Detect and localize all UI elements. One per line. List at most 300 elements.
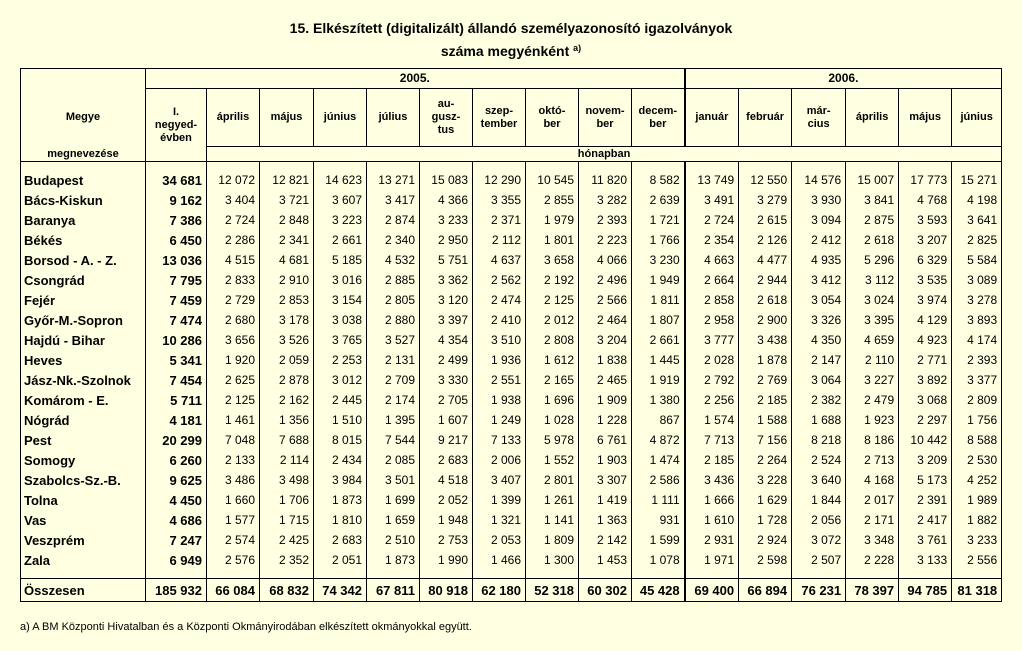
month-value: 3 154 [314, 290, 367, 310]
q1-value: 7 459 [146, 290, 207, 310]
month-value: 3 233 [952, 530, 1002, 550]
month-value: 2 174 [367, 390, 420, 410]
month-value: 3 436 [685, 470, 739, 490]
month-value: 1 629 [739, 490, 792, 510]
month-value: 10 545 [526, 170, 579, 190]
month-value: 2 006 [473, 450, 526, 470]
month-value: 15 083 [420, 170, 473, 190]
month-value: 2 185 [739, 390, 792, 410]
month-value: 3 112 [846, 270, 899, 290]
month-value: 1 659 [367, 510, 420, 530]
county-name: Heves [21, 350, 146, 370]
county-name: Baranya [21, 210, 146, 230]
month-value: 2 147 [792, 350, 846, 370]
month-value: 2 162 [260, 390, 314, 410]
month-value: 3 133 [899, 550, 952, 570]
month-value: 3 227 [846, 370, 899, 390]
month-value: 2 125 [526, 290, 579, 310]
month-value: 1 949 [632, 270, 685, 290]
q1-value: 4 450 [146, 490, 207, 510]
month-value: 3 068 [899, 390, 952, 410]
month-value: 2 474 [473, 290, 526, 310]
month-value: 2 950 [420, 230, 473, 250]
month-value: 2 028 [685, 350, 739, 370]
month-value: 1 395 [367, 410, 420, 430]
month-value: 2 264 [739, 450, 792, 470]
month-value: 45 428 [632, 579, 685, 602]
month-value: 1 699 [367, 490, 420, 510]
month-value: 2 664 [685, 270, 739, 290]
table-row [21, 170, 1002, 190]
month-value: 3 656 [207, 330, 260, 350]
month-value: 1 989 [952, 490, 1002, 510]
month-value: 3 527 [367, 330, 420, 350]
month-value: 4 515 [207, 250, 260, 270]
month-value: 2 125 [207, 390, 260, 410]
header-megye-label: Megye [65, 111, 101, 123]
header-month: június [314, 89, 367, 147]
table-title: 15. Elkészített (digitalizált) állandó személyazonosító igazolványok [289, 20, 733, 36]
month-value: 1 510 [314, 410, 367, 430]
month-value: 2 808 [526, 330, 579, 350]
month-value: 2 615 [739, 210, 792, 230]
month-value: 2 391 [899, 490, 952, 510]
month-value: 1 588 [739, 410, 792, 430]
month-value: 11 820 [579, 170, 632, 190]
month-value: 2 958 [685, 310, 739, 330]
month-value: 2 931 [685, 530, 739, 550]
month-value: 2 556 [952, 550, 1002, 570]
month-value: 1 721 [632, 210, 685, 230]
month-value: 1 844 [792, 490, 846, 510]
q1-value: 5 711 [146, 390, 207, 410]
table-row [21, 470, 1002, 490]
q1-value: 4 686 [146, 510, 207, 530]
month-value: 2 586 [632, 470, 685, 490]
title-footnote-marker: a) [573, 43, 582, 53]
q1-value: 7 386 [146, 210, 207, 230]
month-value: 2 855 [526, 190, 579, 210]
month-value: 7 156 [739, 430, 792, 450]
table-row [21, 190, 1002, 210]
month-value: 3 326 [792, 310, 846, 330]
month-value: 1 356 [260, 410, 314, 430]
month-value: 1 715 [260, 510, 314, 530]
header-month: május [899, 89, 952, 147]
month-value: 3 178 [260, 310, 314, 330]
header-month: decem- ber [632, 89, 685, 147]
month-value: 1 607 [420, 410, 473, 430]
month-value: 2 051 [314, 550, 367, 570]
month-value: 69 400 [685, 579, 739, 602]
month-value: 2 052 [420, 490, 473, 510]
month-value: 80 918 [420, 579, 473, 602]
month-value: 3 054 [792, 290, 846, 310]
month-value: 7 688 [260, 430, 314, 450]
month-value: 3 016 [314, 270, 367, 290]
month-value: 1 873 [367, 550, 420, 570]
month-value: 2 412 [792, 230, 846, 250]
month-value: 2 809 [952, 390, 1002, 410]
month-value: 3 278 [952, 290, 1002, 310]
month-value: 4 532 [367, 250, 420, 270]
header-month: július [367, 89, 420, 147]
month-value: 2 112 [473, 230, 526, 250]
q1-value: 10 286 [146, 330, 207, 350]
month-value: 2 680 [207, 310, 260, 330]
month-value: 3 072 [792, 530, 846, 550]
month-value: 81 318 [952, 579, 1002, 602]
county-name: Csongrád [21, 270, 146, 290]
month-value: 1 111 [632, 490, 685, 510]
month-value: 1 903 [579, 450, 632, 470]
month-value: 8 186 [846, 430, 899, 450]
month-value: 2 880 [367, 310, 420, 330]
month-value: 13 749 [685, 170, 739, 190]
month-value: 2 566 [579, 290, 632, 310]
month-value: 8 218 [792, 430, 846, 450]
month-value: 3 892 [899, 370, 952, 390]
month-value: 4 681 [260, 250, 314, 270]
county-name: Pest [21, 430, 146, 450]
month-value: 2 133 [207, 450, 260, 470]
month-value: 2 142 [579, 530, 632, 550]
county-name: Somogy [21, 450, 146, 470]
month-value: 1 363 [579, 510, 632, 530]
month-value: 13 271 [367, 170, 420, 190]
month-value: 1 979 [526, 210, 579, 230]
month-value: 2 126 [739, 230, 792, 250]
month-value: 8 588 [952, 430, 1002, 450]
table-row [21, 210, 1002, 230]
month-value: 1 300 [526, 550, 579, 570]
county-name: Bács-Kiskun [21, 190, 146, 210]
month-value: 2 256 [685, 390, 739, 410]
month-value: 3 417 [367, 190, 420, 210]
month-value: 3 930 [792, 190, 846, 210]
q1-value: 4 181 [146, 410, 207, 430]
month-value: 4 935 [792, 250, 846, 270]
month-value: 2 341 [260, 230, 314, 250]
month-value: 2 165 [526, 370, 579, 390]
month-value: 15 007 [846, 170, 899, 190]
month-value: 2 598 [739, 550, 792, 570]
month-value: 2 944 [739, 270, 792, 290]
month-value: 3 535 [899, 270, 952, 290]
month-value: 1 380 [632, 390, 685, 410]
month-value: 2 354 [685, 230, 739, 250]
month-value: 2 297 [899, 410, 952, 430]
month-value: 66 084 [207, 579, 260, 602]
month-value: 2 705 [420, 390, 473, 410]
month-value: 2 417 [899, 510, 952, 530]
month-value: 2 753 [420, 530, 473, 550]
q1-value: 7 795 [146, 270, 207, 290]
month-value: 2 496 [579, 270, 632, 290]
table-row [21, 250, 1002, 270]
month-value: 3 404 [207, 190, 260, 210]
header-month: február [739, 89, 792, 147]
month-value: 5 751 [420, 250, 473, 270]
month-value: 4 354 [420, 330, 473, 350]
month-value: 66 894 [739, 579, 792, 602]
month-value: 1 936 [473, 350, 526, 370]
month-value: 2 352 [260, 550, 314, 570]
month-value: 2 729 [207, 290, 260, 310]
q1-value: 7 247 [146, 530, 207, 550]
month-value: 3 038 [314, 310, 367, 330]
month-value: 3 209 [899, 450, 952, 470]
county-name: Vas [21, 510, 146, 530]
month-value: 12 072 [207, 170, 260, 190]
month-value: 3 207 [899, 230, 952, 250]
month-value: 2 479 [846, 390, 899, 410]
month-value: 2 576 [207, 550, 260, 570]
month-value: 3 491 [685, 190, 739, 210]
table-row [21, 410, 1002, 430]
month-value: 2 878 [260, 370, 314, 390]
county-name: Hajdú - Bihar [21, 330, 146, 350]
month-value: 4 659 [846, 330, 899, 350]
month-value: 3 765 [314, 330, 367, 350]
month-value: 3 012 [314, 370, 367, 390]
month-value: 1 801 [526, 230, 579, 250]
month-value: 2 223 [579, 230, 632, 250]
month-value: 14 623 [314, 170, 367, 190]
month-value: 3 228 [739, 470, 792, 490]
month-value: 2 340 [367, 230, 420, 250]
header-month: novem- ber [579, 89, 632, 147]
month-value: 3 094 [792, 210, 846, 230]
month-value: 4 366 [420, 190, 473, 210]
month-value: 3 120 [420, 290, 473, 310]
month-value: 4 477 [739, 250, 792, 270]
table-row [21, 290, 1002, 310]
month-value: 1 706 [260, 490, 314, 510]
month-value: 12 290 [473, 170, 526, 190]
table-subtitle: száma megyénként $^{a)}$ [440, 43, 582, 59]
county-name: Tolna [21, 490, 146, 510]
month-value: 3 640 [792, 470, 846, 490]
month-value: 2 885 [367, 270, 420, 290]
month-value: 2 625 [207, 370, 260, 390]
month-value: 1 321 [473, 510, 526, 530]
month-value: 2 059 [260, 350, 314, 370]
total-row [21, 579, 1002, 602]
month-value: 2 833 [207, 270, 260, 290]
month-value: 2 848 [260, 210, 314, 230]
county-name: Budapest [21, 170, 146, 190]
header-megnevezese-label: megnevezése [47, 148, 119, 160]
month-value: 1 078 [632, 550, 685, 570]
county-name: Veszprém [21, 530, 146, 550]
month-value: 8 582 [632, 170, 685, 190]
header-month: au- gusz- tus [420, 89, 473, 147]
month-value: 3 230 [632, 250, 685, 270]
month-value: 2 410 [473, 310, 526, 330]
month-value: 3 412 [792, 270, 846, 290]
county-name: Összesen [21, 579, 146, 602]
month-value: 3 395 [846, 310, 899, 330]
month-value: 2 874 [367, 210, 420, 230]
county-name: Borsod - A. - Z. [21, 250, 146, 270]
header-month: január [685, 89, 739, 147]
month-value: 3 526 [260, 330, 314, 350]
month-value: 1 919 [632, 370, 685, 390]
month-value: 1 599 [632, 530, 685, 550]
month-value: 3 607 [314, 190, 367, 210]
month-value: 94 785 [899, 579, 952, 602]
month-value: 931 [632, 510, 685, 530]
month-value: 74 342 [314, 579, 367, 602]
table-row [21, 370, 1002, 390]
month-value: 2 445 [314, 390, 367, 410]
header-q1: I. negyed- évben [146, 89, 207, 162]
month-value: 2 551 [473, 370, 526, 390]
month-value: 2 286 [207, 230, 260, 250]
month-value: 1 445 [632, 350, 685, 370]
month-value: 2 393 [952, 350, 1002, 370]
month-value: 1 461 [207, 410, 260, 430]
month-value: 2 709 [367, 370, 420, 390]
header-month: októ- ber [526, 89, 579, 147]
month-value: 4 872 [632, 430, 685, 450]
month-value: 67 811 [367, 579, 420, 602]
month-value: 60 302 [579, 579, 632, 602]
table-row [21, 510, 1002, 530]
month-value: 1 419 [579, 490, 632, 510]
month-value: 3 377 [952, 370, 1002, 390]
q1-value: 5 341 [146, 350, 207, 370]
month-value: 1 990 [420, 550, 473, 570]
q1-value: 13 036 [146, 250, 207, 270]
table-row [21, 390, 1002, 410]
month-value: 3 362 [420, 270, 473, 290]
month-value: 1 574 [685, 410, 739, 430]
month-value: 2 171 [846, 510, 899, 530]
q1-value: 9 625 [146, 470, 207, 490]
q1-value: 6 949 [146, 550, 207, 570]
month-value: 3 330 [420, 370, 473, 390]
month-value: 3 974 [899, 290, 952, 310]
month-value: 2 228 [846, 550, 899, 570]
header-month: április [846, 89, 899, 147]
month-value: 12 821 [260, 170, 314, 190]
month-value: 3 348 [846, 530, 899, 550]
month-value: 1 141 [526, 510, 579, 530]
header-month: május [260, 89, 314, 147]
month-value: 2 562 [473, 270, 526, 290]
month-value: 5 584 [952, 250, 1002, 270]
month-value: 1 577 [207, 510, 260, 530]
month-value: 2 253 [314, 350, 367, 370]
month-value: 52 318 [526, 579, 579, 602]
header-month: szep- tember [473, 89, 526, 147]
q1-value: 9 162 [146, 190, 207, 210]
month-value: 1 466 [473, 550, 526, 570]
month-value: 2 853 [260, 290, 314, 310]
month-value: 4 518 [420, 470, 473, 490]
month-value: 2 524 [792, 450, 846, 470]
month-value: 1 766 [632, 230, 685, 250]
month-value: 1 809 [526, 530, 579, 550]
month-value: 2 510 [367, 530, 420, 550]
table-row [21, 450, 1002, 470]
month-value: 2 792 [685, 370, 739, 390]
month-value: 3 761 [899, 530, 952, 550]
month-value: 1 696 [526, 390, 579, 410]
month-value: 7 544 [367, 430, 420, 450]
month-value: 3 510 [473, 330, 526, 350]
month-value: 1 882 [952, 510, 1002, 530]
month-value: 3 501 [367, 470, 420, 490]
month-value: 1 971 [685, 550, 739, 570]
month-value: 1 228 [579, 410, 632, 430]
month-value: 4 129 [899, 310, 952, 330]
month-value: 2 425 [260, 530, 314, 550]
month-value: 2 924 [739, 530, 792, 550]
county-name: Fejér [21, 290, 146, 310]
month-value: 2 825 [952, 230, 1002, 250]
month-value: 4 768 [899, 190, 952, 210]
q1-value: 7 474 [146, 310, 207, 330]
header-month: már- cius [792, 89, 846, 147]
month-value: 2 724 [685, 210, 739, 230]
month-value: 5 296 [846, 250, 899, 270]
month-value: 2 085 [367, 450, 420, 470]
month-value: 2 769 [739, 370, 792, 390]
month-value: 5 173 [899, 470, 952, 490]
month-value: 2 192 [526, 270, 579, 290]
month-value: 2 131 [367, 350, 420, 370]
q1-value: 6 260 [146, 450, 207, 470]
month-value: 2 530 [952, 450, 1002, 470]
month-value: 3 279 [739, 190, 792, 210]
month-value: 3 282 [579, 190, 632, 210]
month-value: 6 761 [579, 430, 632, 450]
county-name: Zala [21, 550, 146, 570]
month-value: 2 110 [846, 350, 899, 370]
county-name: Komárom - E. [21, 390, 146, 410]
q1-value: 6 450 [146, 230, 207, 250]
month-value: 3 024 [846, 290, 899, 310]
q1-value: 34 681 [146, 170, 207, 190]
month-value: 1 920 [207, 350, 260, 370]
month-value: 3 407 [473, 470, 526, 490]
month-value: 4 663 [685, 250, 739, 270]
month-value: 2 393 [579, 210, 632, 230]
month-value: 2 499 [420, 350, 473, 370]
month-value: 2 805 [367, 290, 420, 310]
month-value: 1 923 [846, 410, 899, 430]
month-value: 3 486 [207, 470, 260, 490]
month-value: 5 185 [314, 250, 367, 270]
month-value: 3 593 [899, 210, 952, 230]
month-value: 2 900 [739, 310, 792, 330]
month-value: 3 498 [260, 470, 314, 490]
month-value: 1 249 [473, 410, 526, 430]
month-value: 62 180 [473, 579, 526, 602]
month-value: 1 807 [632, 310, 685, 330]
table-row [21, 350, 1002, 370]
month-value: 2 683 [420, 450, 473, 470]
county-name: Szabolcs-Sz.-B. [21, 470, 146, 490]
table-row [21, 230, 1002, 250]
county-name: Győr-M.-Sopron [21, 310, 146, 330]
month-value: 68 832 [260, 579, 314, 602]
month-value: 1 838 [579, 350, 632, 370]
month-value: 4 168 [846, 470, 899, 490]
